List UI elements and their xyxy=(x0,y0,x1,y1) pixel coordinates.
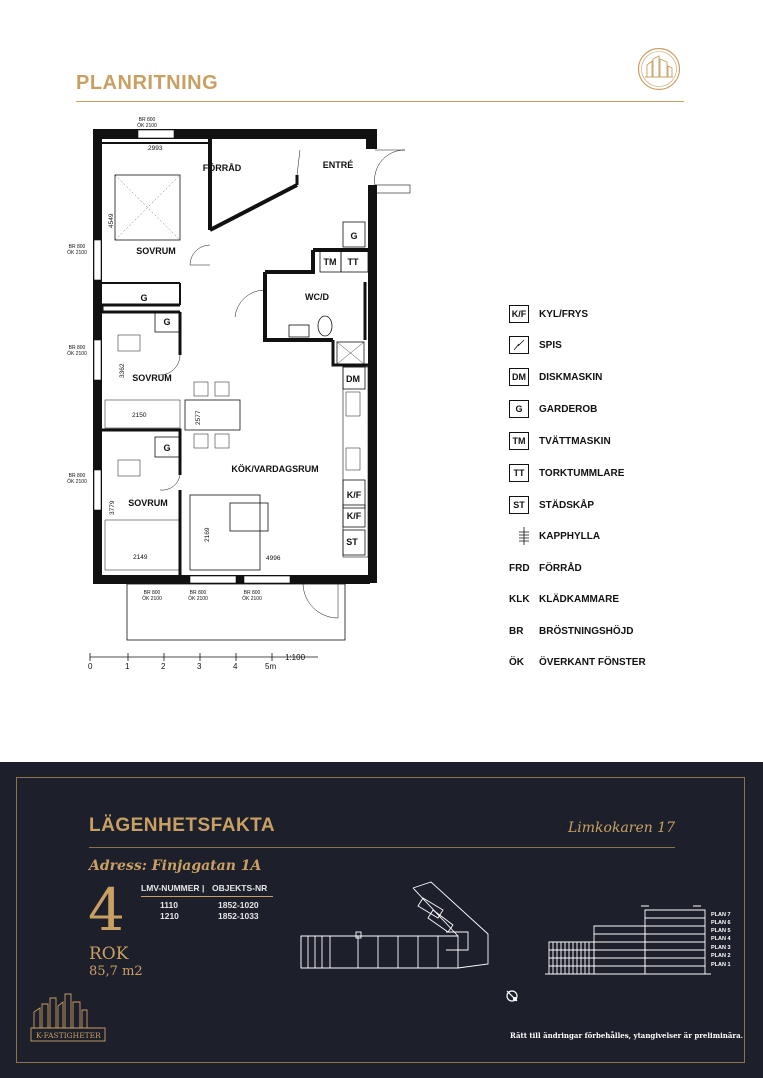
svg-text:ÖK 2100: ÖK 2100 xyxy=(142,596,162,602)
building-logo-icon xyxy=(637,47,681,91)
legend-label: TVÄTTMASKIN xyxy=(539,435,611,447)
fixture-g: G xyxy=(163,443,171,453)
legend-label: BRÖSTNINGSHÖJD xyxy=(539,625,634,637)
floor-label: PLAN 5 xyxy=(711,928,731,934)
disclaimer: Rätt till ändringar förbehålles, ytangivelser är preliminära. xyxy=(510,1031,744,1040)
table-rule xyxy=(141,896,273,897)
legend-abbr: KLK xyxy=(509,593,530,605)
room-label-kok: KÖK/VARDAGSRUM xyxy=(231,464,319,474)
svg-text:2169: 2169 xyxy=(204,527,211,542)
svg-text:2149: 2149 xyxy=(133,554,148,561)
legend-row xyxy=(509,366,602,388)
legend-abbr: BR xyxy=(509,625,524,637)
legend-row xyxy=(509,398,597,420)
facts-title: LÄGENHETSFAKTA xyxy=(89,815,276,836)
address: Adress: Finjagatan 1A xyxy=(89,858,262,874)
legend-abbr: FRD xyxy=(509,562,530,574)
svg-text:ÖK 2100: ÖK 2100 xyxy=(67,250,87,256)
floor-label: PLAN 1 xyxy=(711,962,731,968)
fixture-tt: TT xyxy=(347,257,359,267)
legend-symbol: G xyxy=(509,400,529,418)
fixture-g: G xyxy=(140,293,148,303)
legend-label: ÖVERKANT FÖNSTER xyxy=(539,656,646,668)
coat-rack-icon xyxy=(509,527,539,545)
legend-row xyxy=(509,430,611,452)
objekt-value: 1852-1020 xyxy=(218,900,259,910)
svg-text:2150: 2150 xyxy=(132,412,147,419)
legend-label: TORKTUMMLARE xyxy=(539,467,625,479)
floor-label: PLAN 3 xyxy=(711,945,731,951)
svg-text:2: 2 xyxy=(161,662,166,671)
svg-text:3: 3 xyxy=(197,662,202,671)
legend-row xyxy=(509,525,600,547)
legend-label: FÖRRÅD xyxy=(539,562,582,574)
svg-text:4: 4 xyxy=(233,662,238,671)
legend-row xyxy=(509,651,646,673)
objekt-value: 1852-1033 xyxy=(218,911,259,921)
scale-bar xyxy=(90,653,318,661)
floor-label: PLAN 4 xyxy=(711,936,731,942)
svg-text:3362: 3362 xyxy=(119,363,126,378)
svg-text:ÖK 2100: ÖK 2100 xyxy=(188,596,208,602)
legend-row xyxy=(509,303,588,325)
objekt-header: OBJEKTS-NR xyxy=(212,883,268,893)
svg-text:BR 800: BR 800 xyxy=(68,345,86,351)
project-name: Limkokaren 17 xyxy=(568,820,676,836)
legend-row xyxy=(509,494,594,516)
lmv-value: 1210 xyxy=(160,911,179,921)
legend-row xyxy=(509,462,624,484)
lmv-value: 1110 xyxy=(160,900,178,910)
svg-text:3779: 3779 xyxy=(109,500,116,515)
lmv-header: LMV-NUMMER xyxy=(141,883,200,893)
legend-label: KLÄDKAMMARE xyxy=(539,593,619,605)
svg-text:BR 800: BR 800 xyxy=(138,117,156,123)
title-divider xyxy=(76,101,684,102)
svg-text:BR 800: BR 800 xyxy=(243,590,261,596)
svg-text:ÖK 2100: ÖK 2100 xyxy=(67,351,87,357)
svg-text:4549: 4549 xyxy=(108,213,115,228)
legend-symbol: TM xyxy=(509,432,529,450)
legend-abbr: ÖK xyxy=(509,656,524,668)
legend-symbol: K/F xyxy=(509,305,529,323)
legend-label: DISKMASKIN xyxy=(539,371,603,383)
svg-text:5m: 5m xyxy=(265,662,277,671)
floor-label: PLAN 7 xyxy=(711,912,731,918)
fixture-g: G xyxy=(350,231,358,241)
svg-text:BR 800: BR 800 xyxy=(68,473,86,479)
room-count: 4 xyxy=(88,876,125,944)
floor-plan xyxy=(60,112,420,672)
stove-icon xyxy=(509,336,529,354)
company-name: K-FASTIGHETER xyxy=(36,1031,101,1040)
room-unit: ROK xyxy=(89,944,129,964)
facts-divider xyxy=(89,847,675,848)
fixture-g: G xyxy=(163,317,171,327)
room-label-forrad: FÖRRÅD xyxy=(202,163,242,173)
building-elevation xyxy=(545,900,711,976)
page-title: PLANRITNING xyxy=(76,72,219,94)
room-label-sovrum-1: SOVRUM xyxy=(136,246,176,256)
room-label-entre: ENTRÉ xyxy=(322,160,354,170)
table-separator: | xyxy=(202,883,205,893)
legend-label: KAPPHYLLA xyxy=(539,530,601,542)
fixture-tm: TM xyxy=(323,257,337,267)
fixture-dm: DM xyxy=(346,374,360,384)
room-label-sovrum-3: SOVRUM xyxy=(128,498,168,508)
legend-row xyxy=(509,620,633,642)
room-label-sovrum-2: SOVRUM xyxy=(132,373,172,383)
svg-text:2577: 2577 xyxy=(195,410,202,425)
legend-symbol: DM xyxy=(509,368,529,386)
svg-text:ÖK 2100: ÖK 2100 xyxy=(242,596,262,602)
legend-symbol: ST xyxy=(509,496,529,514)
fixture-kf: K/F xyxy=(346,490,362,500)
legend-row xyxy=(509,557,582,579)
svg-text:2993: 2993 xyxy=(148,145,163,152)
svg-text:BR 800: BR 800 xyxy=(143,590,161,596)
room-label-wc: WC/D xyxy=(305,292,329,302)
svg-text:ÖK 2100: ÖK 2100 xyxy=(137,123,157,129)
svg-text:BR 800: BR 800 xyxy=(189,590,207,596)
inner-walls xyxy=(102,139,368,575)
legend-label: GARDEROB xyxy=(539,403,598,415)
apartment-area: 85,7 m2 xyxy=(89,964,143,979)
legend-label: KYL/FRYS xyxy=(539,308,589,320)
legend-label: SPIS xyxy=(539,339,562,351)
floor-label: PLAN 6 xyxy=(711,920,731,926)
svg-text:0: 0 xyxy=(88,662,93,671)
legend-label: STÄDSKÅP xyxy=(539,499,595,511)
svg-text:ÖK 2100: ÖK 2100 xyxy=(67,479,87,485)
fixture-kf: K/F xyxy=(346,511,362,521)
site-plan-drawing xyxy=(298,880,493,972)
legend-symbol: TT xyxy=(509,464,529,482)
svg-text:BR 800: BR 800 xyxy=(68,244,86,250)
svg-text:1: 1 xyxy=(125,662,130,671)
fixture-st: ST xyxy=(346,537,358,547)
scale-ratio: 1:100 xyxy=(285,653,306,662)
legend-row xyxy=(509,334,562,356)
svg-text:4996: 4996 xyxy=(266,555,281,562)
north-arrow-icon xyxy=(502,986,522,1006)
legend-row xyxy=(509,588,619,610)
floor-label: PLAN 2 xyxy=(711,953,731,959)
